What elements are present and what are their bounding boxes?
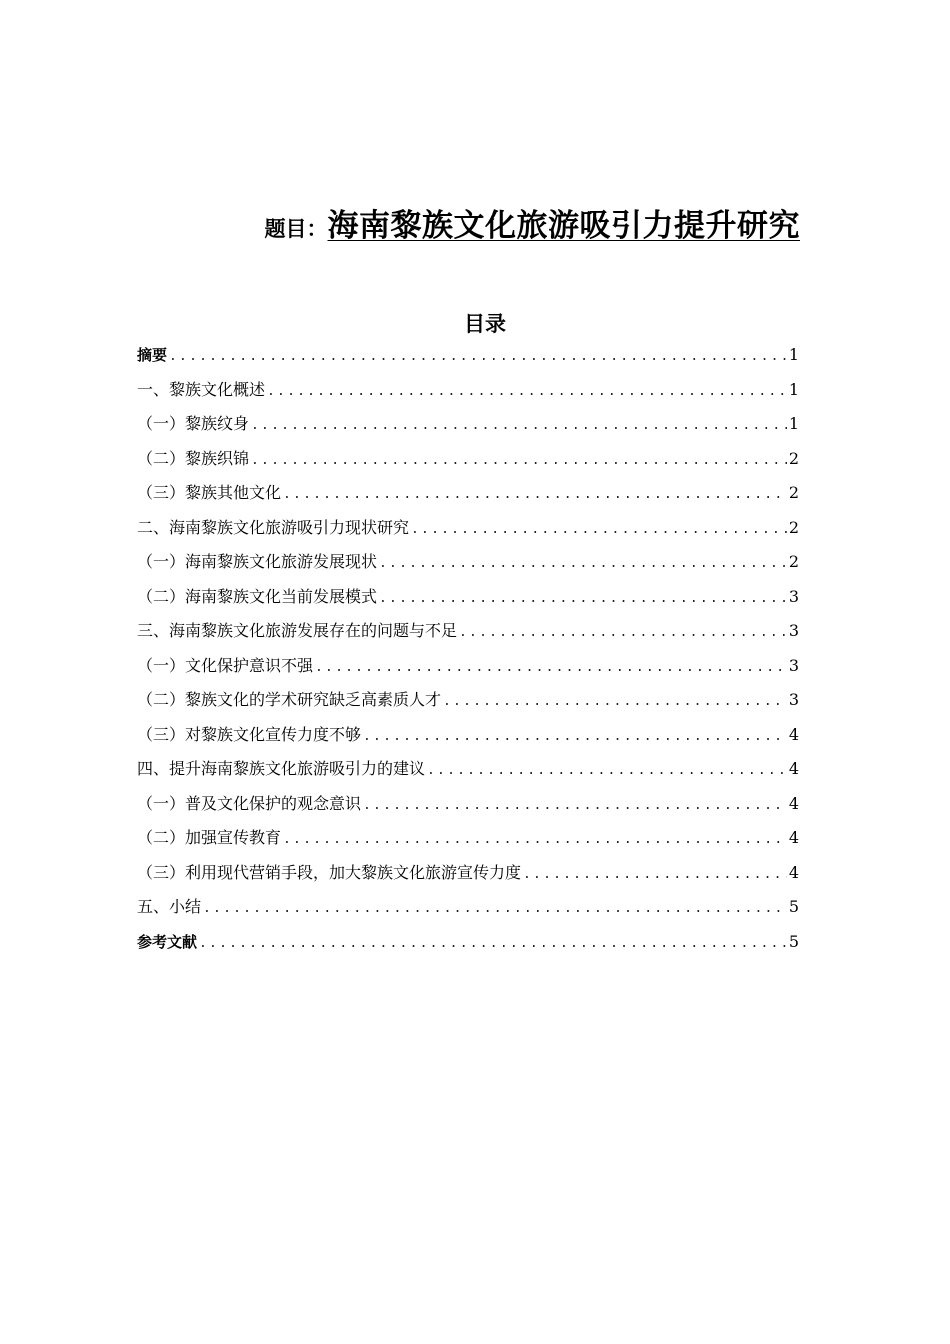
toc-entry-page-number: 3: [788, 586, 799, 606]
toc-entry-label: （一）海南黎族文化旅游发展现状: [137, 552, 378, 571]
toc-dot-leader: [379, 547, 787, 582]
toc-dot-leader: [379, 582, 787, 617]
title-text: 海南黎族文化旅游吸引力提升研究: [327, 208, 800, 244]
toc-entry-label: （二）海南黎族文化当前发展模式: [137, 586, 378, 606]
toc-dot-leader: [523, 858, 787, 893]
toc-entry-label: 参考文献: [137, 932, 198, 951]
toc-entry[interactable]: [137, 925, 799, 960]
toc-entry[interactable]: [137, 545, 799, 580]
toc-entry-label: （一）普及文化保护的观念意识: [137, 793, 362, 813]
toc-entry-label: 五、小结: [137, 897, 202, 916]
toc-entry[interactable]: [137, 407, 799, 442]
table-of-contents: [137, 338, 799, 959]
toc-entry-page-number: 2: [788, 483, 799, 502]
toc-entry-page-number: 3: [788, 655, 799, 675]
toc-dot-leader: [251, 444, 787, 479]
toc-entry[interactable]: [137, 614, 799, 649]
toc-entry[interactable]: [137, 718, 799, 753]
toc-entry-page-number: 1: [788, 345, 799, 364]
toc-entry-label: （三）利用现代营销手段，加大黎族文化旅游宣传力度: [137, 862, 522, 882]
toc-entry-page-number: 4: [788, 724, 799, 744]
toc-dot-leader: [283, 478, 787, 513]
toc-entry-page-number: 2: [788, 448, 799, 468]
toc-entry[interactable]: [137, 476, 799, 511]
toc-dot-leader: [411, 513, 787, 548]
toc-entry-page-number: 5: [788, 897, 799, 916]
toc-entry-page-number: 2: [788, 552, 799, 571]
toc-entry-page-number: 3: [788, 621, 799, 640]
toc-entry-page-number: 4: [788, 862, 799, 882]
toc-dot-leader: [199, 927, 787, 962]
toc-entry-label: （二）黎族文化的学术研究缺乏高素质人才: [137, 690, 442, 709]
toc-entry[interactable]: [137, 683, 799, 718]
toc-entry[interactable]: [137, 821, 799, 856]
toc-entry-label: 三、海南黎族文化旅游发展存在的问题与不足: [137, 621, 458, 640]
toc-dot-leader: [267, 375, 787, 410]
toc-dot-leader: [427, 754, 787, 789]
toc-dot-leader: [459, 616, 787, 651]
toc-entry-label: （三）对黎族文化宣传力度不够: [137, 724, 362, 744]
toc-entry-page-number: 3: [788, 690, 799, 709]
toc-dot-leader: [251, 409, 787, 444]
toc-dot-leader: [169, 340, 787, 375]
toc-entry-page-number: 5: [788, 931, 799, 951]
toc-entry[interactable]: [137, 373, 799, 408]
toc-entry[interactable]: [137, 890, 799, 925]
toc-entry-page-number: 4: [788, 828, 799, 847]
toc-entry-page-number: 2: [788, 517, 799, 537]
toc-dot-leader: [363, 789, 787, 824]
toc-entry-label: （三）黎族其他文化: [137, 483, 282, 502]
toc-entry[interactable]: [137, 787, 799, 822]
toc-entry-label: （一）文化保护意识不强: [137, 655, 314, 675]
toc-entry-label: 一、黎族文化概述: [137, 379, 266, 399]
toc-dot-leader: [315, 651, 787, 686]
toc-entry-page-number: 4: [788, 759, 799, 778]
toc-entry[interactable]: [137, 442, 799, 477]
title-prefix: 题目：: [264, 217, 328, 241]
toc-entry-label: （一）黎族纹身: [137, 414, 250, 433]
toc-dot-leader: [363, 720, 787, 755]
toc-heading: 目录: [464, 312, 506, 336]
toc-dot-leader: [283, 823, 787, 858]
toc-entry-label: 摘要: [137, 346, 168, 364]
toc-entry-page-number: 1: [788, 379, 799, 399]
toc-entry[interactable]: [137, 752, 799, 787]
toc-entry[interactable]: [137, 856, 799, 891]
toc-dot-leader: [443, 685, 787, 720]
toc-entry-label: 四、提升海南黎族文化旅游吸引力的建议: [137, 759, 426, 778]
toc-entry-page-number: 1: [788, 414, 799, 433]
toc-dot-leader: [203, 892, 787, 927]
toc-entry-label: （二）加强宣传教育: [137, 828, 282, 847]
toc-entry-label: （二）黎族织锦: [137, 448, 250, 468]
toc-entry[interactable]: [137, 649, 799, 684]
toc-entry-page-number: 4: [788, 793, 799, 813]
toc-entry[interactable]: [137, 511, 799, 546]
document-title: [0, 200, 950, 250]
toc-entry-label: 二、海南黎族文化旅游吸引力现状研究: [137, 517, 410, 537]
toc-entry[interactable]: [137, 338, 799, 373]
toc-entry[interactable]: [137, 580, 799, 615]
